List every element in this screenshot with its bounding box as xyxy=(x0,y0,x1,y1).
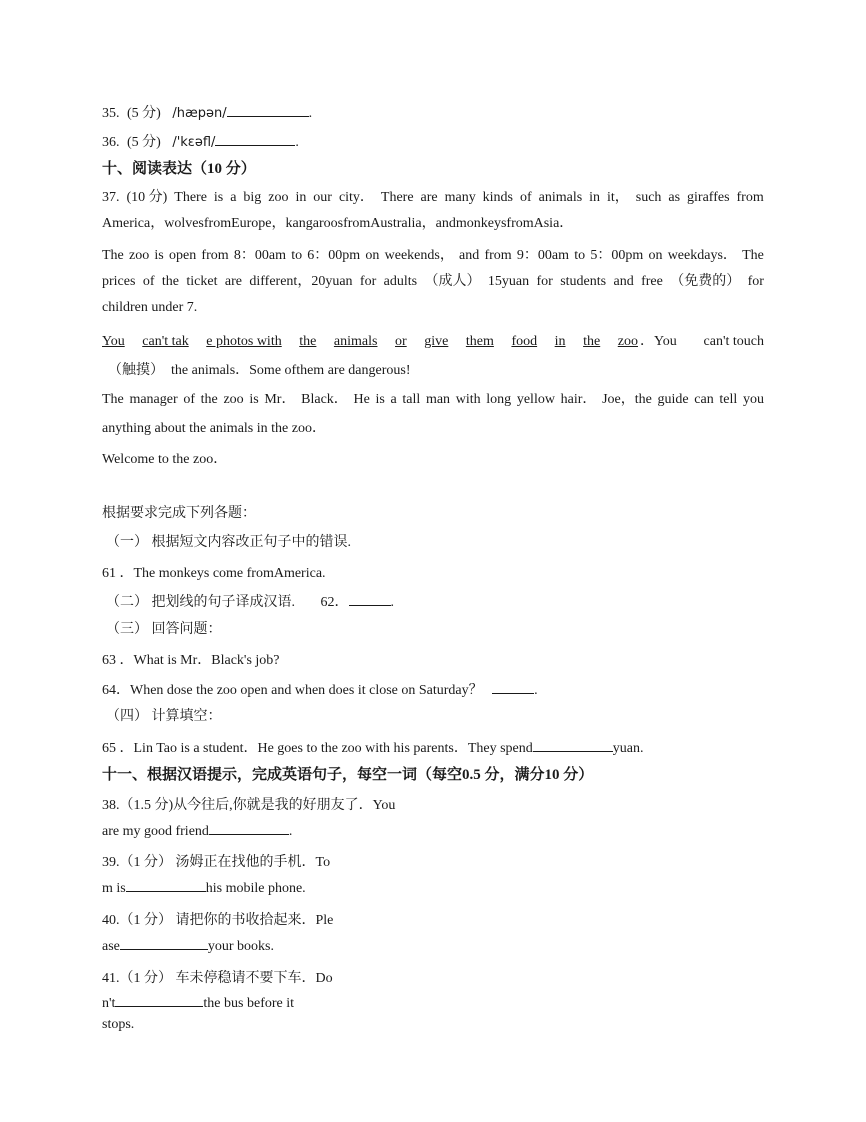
q41-answer-blank[interactable] xyxy=(115,992,203,1007)
question-39-line1: 39.（1 分） 汤姆正在找他的手机．To xyxy=(102,855,331,870)
word: can't touch xyxy=(703,334,764,349)
q40-text-end: your books. xyxy=(207,939,275,954)
q39-answer-blank[interactable] xyxy=(126,877,206,892)
word: animals xyxy=(333,334,378,349)
question-39-line2 xyxy=(102,877,306,899)
q40-answer-blank[interactable] xyxy=(120,935,208,950)
word: open xyxy=(168,248,197,263)
word: the xyxy=(161,274,179,289)
word: as xyxy=(668,190,681,205)
task-part-2: （二） 把划线的句子译成汉语. xyxy=(106,595,295,610)
word: (10 分) xyxy=(126,190,168,205)
question-41-line3: stops. xyxy=(102,1017,135,1032)
word: ， xyxy=(150,216,165,231)
word: from xyxy=(736,190,764,205)
word: is xyxy=(249,392,259,407)
q38-answer-blank[interactable] xyxy=(209,820,289,835)
underlined-sentence xyxy=(102,332,638,352)
word: 8：00am xyxy=(233,248,286,263)
word: 6：00pm xyxy=(307,248,361,263)
question-35 xyxy=(102,102,312,124)
q36-phonetic: /'kɛəfl/ xyxy=(172,135,216,150)
word: the xyxy=(583,334,601,349)
word: can't tak xyxy=(142,334,189,349)
passage-p3-line1 xyxy=(102,332,764,352)
q41-text: n't xyxy=(102,996,116,1011)
passage-p1-line1 xyxy=(102,188,764,208)
word: hair． xyxy=(560,392,597,407)
question-36 xyxy=(102,131,299,153)
task-part-2-row xyxy=(106,591,394,613)
word: yellow xyxy=(516,392,555,407)
word: The xyxy=(102,392,124,407)
word: our xyxy=(313,190,332,205)
q39-text: m is xyxy=(102,881,126,896)
word: many xyxy=(444,190,476,205)
q65-text: 65 ．Lin Tao is a student．He goes to the zoo with his parents．They spend xyxy=(102,741,533,756)
word: from xyxy=(201,248,229,263)
word: of xyxy=(183,392,195,407)
question-65 xyxy=(102,737,643,759)
q35-period: . xyxy=(308,106,313,121)
q36-number: 36. xyxy=(102,135,120,150)
word: are xyxy=(420,190,438,205)
passage-p2-line3: children under 7. xyxy=(102,300,198,315)
word: guide xyxy=(657,392,689,407)
word: students xyxy=(560,274,607,289)
word: it， xyxy=(607,190,629,205)
word: and xyxy=(435,216,456,231)
word: or xyxy=(395,334,407,349)
word: tell xyxy=(719,392,738,407)
question-64 xyxy=(102,679,538,701)
section-10-heading: 十、阅读表达（10 分） xyxy=(102,161,256,177)
word: is xyxy=(154,248,164,263)
word: are xyxy=(224,274,242,289)
word: can xyxy=(694,392,714,407)
section-11-heading: 十一、根据汉语提示，完成英语句子，每空一词（每空0.5 分，满分10 分） xyxy=(102,767,594,783)
word: 5：00pm xyxy=(590,248,644,263)
q35-score: (5 分) xyxy=(127,106,161,121)
word: man xyxy=(425,392,451,407)
q64-answer-blank[interactable] xyxy=(492,679,534,694)
task-part-3: （三） 回答问题： xyxy=(106,622,222,637)
passage-p1-line2 xyxy=(102,214,573,234)
word: animals xyxy=(538,190,583,205)
word: prices xyxy=(102,274,136,289)
word: Mr． xyxy=(264,392,296,407)
word: from xyxy=(484,248,512,263)
word: e photos with xyxy=(206,334,282,349)
word: for xyxy=(536,274,553,289)
word: in xyxy=(589,190,601,205)
word: Asia． xyxy=(533,216,574,231)
word: （免费的） xyxy=(670,274,741,289)
question-38-line2 xyxy=(102,820,292,842)
q40-text: ase xyxy=(102,939,120,954)
word: zoo xyxy=(223,392,244,407)
passage-p3-line1-rest xyxy=(638,332,764,352)
word: You xyxy=(102,334,125,349)
word: of xyxy=(519,190,532,205)
question-63: 63 ．What is Mr．Black's job? xyxy=(102,653,280,668)
word: the xyxy=(200,392,218,407)
word: America xyxy=(102,216,151,231)
word: you xyxy=(742,392,764,407)
word: big xyxy=(243,190,262,205)
word: from xyxy=(203,216,232,231)
word: 37. xyxy=(102,190,120,205)
word: city． xyxy=(338,190,374,205)
passage-p3-line2: （触摸） the animals．Some ofthem are dangerous! xyxy=(108,363,411,378)
passage-p5: Welcome to the zoo． xyxy=(102,452,228,467)
passage-p2-line1 xyxy=(102,246,764,266)
word: in xyxy=(295,190,307,205)
word: Joe，the xyxy=(602,392,652,407)
q39-text-end: his mobile phone. xyxy=(205,881,306,896)
word: giraffes xyxy=(687,190,730,205)
q65-answer-blank[interactable] xyxy=(533,737,613,752)
word: for xyxy=(747,274,764,289)
word: The xyxy=(102,248,124,263)
word: weekends， xyxy=(384,248,454,263)
word: （成人） xyxy=(424,274,481,289)
word: kinds xyxy=(482,190,514,205)
word: manager xyxy=(129,392,178,407)
word: different，20yuan xyxy=(249,274,353,289)
q35-phonetic: /hæpən/ xyxy=(172,106,227,121)
task-part-1: （一） 根据短文内容改正句子中的错误. xyxy=(106,535,351,550)
passage-p2-line2 xyxy=(102,272,764,292)
word: Europe， xyxy=(231,216,286,231)
word: is xyxy=(375,392,385,407)
question-40-line1: 40.（1 分） 请把你的书收拾起来．Ple xyxy=(102,913,334,928)
question-41-line2 xyxy=(102,992,294,1014)
word: of xyxy=(142,274,155,289)
word: for xyxy=(359,274,377,289)
word: zoo xyxy=(128,248,150,263)
word: adults xyxy=(383,274,418,289)
tasks-intro: 根据要求完成下列各题： xyxy=(102,506,256,521)
q35-number: 35. xyxy=(102,106,120,121)
question-61: 61 ．The monkeys come fromAmerica. xyxy=(102,566,326,581)
word: zoo xyxy=(268,190,289,205)
word: 9：00am xyxy=(516,248,570,263)
word: in xyxy=(554,334,566,349)
word: food xyxy=(511,334,538,349)
question-62: 62． xyxy=(320,595,349,610)
q64-period: . xyxy=(534,683,538,698)
word: and xyxy=(459,248,480,263)
word: with xyxy=(455,392,481,407)
q38-period: . xyxy=(288,824,293,839)
word: long xyxy=(486,392,512,407)
q38-text: are my good friend xyxy=(102,824,209,839)
word: a xyxy=(390,392,397,407)
word: from xyxy=(343,216,371,231)
word: ticket xyxy=(186,274,218,289)
question-40-line2 xyxy=(102,935,274,957)
word: 15yuan xyxy=(487,274,530,289)
word: such xyxy=(635,190,662,205)
word: to xyxy=(574,248,586,263)
word: ．You xyxy=(640,334,677,349)
word: free xyxy=(641,274,663,289)
word: weekdays． xyxy=(667,248,737,263)
word: There xyxy=(174,190,207,205)
word: the xyxy=(299,334,317,349)
word: kangaroos xyxy=(285,216,344,231)
word: The xyxy=(742,248,764,263)
word: and xyxy=(613,274,634,289)
word: is xyxy=(213,190,224,205)
word: wolves xyxy=(164,216,204,231)
q41-text-end: the bus before it xyxy=(203,996,295,1011)
word: them xyxy=(465,334,494,349)
word: on xyxy=(365,248,380,263)
q35-answer-blank[interactable] xyxy=(227,102,309,117)
word: monkeys xyxy=(455,216,507,231)
question-38-line1: 38.（1.5 分)从今往后,你就是我的好朋友了．You xyxy=(102,798,396,813)
q62-answer-blank[interactable] xyxy=(349,591,391,606)
word: a xyxy=(230,190,237,205)
passage-p4-line1 xyxy=(102,390,764,410)
q62-period: . xyxy=(390,595,394,610)
q36-period: . xyxy=(295,135,299,150)
word: on xyxy=(648,248,663,263)
word: Black． xyxy=(301,392,348,407)
word: zoo xyxy=(617,334,638,349)
word: There xyxy=(380,190,414,205)
q36-score: (5 分) xyxy=(127,135,161,150)
word: from xyxy=(506,216,534,231)
q65-unit: yuan. xyxy=(612,741,644,756)
passage-p4-line2: anything about the animals in the zoo． xyxy=(102,421,326,436)
q64-text: 64．When dose the zoo open and when does it close on Saturday？ xyxy=(102,683,483,698)
question-41-line1: 41.（1 分） 车未停稳请不要下车．Do xyxy=(102,971,333,986)
word: tall xyxy=(402,392,421,407)
word: to xyxy=(291,248,303,263)
word: He xyxy=(353,392,370,407)
word: give xyxy=(424,334,449,349)
task-part-4: （四） 计算填空： xyxy=(106,709,222,724)
q36-answer-blank[interactable] xyxy=(215,131,295,146)
word: Australia， xyxy=(370,216,436,231)
